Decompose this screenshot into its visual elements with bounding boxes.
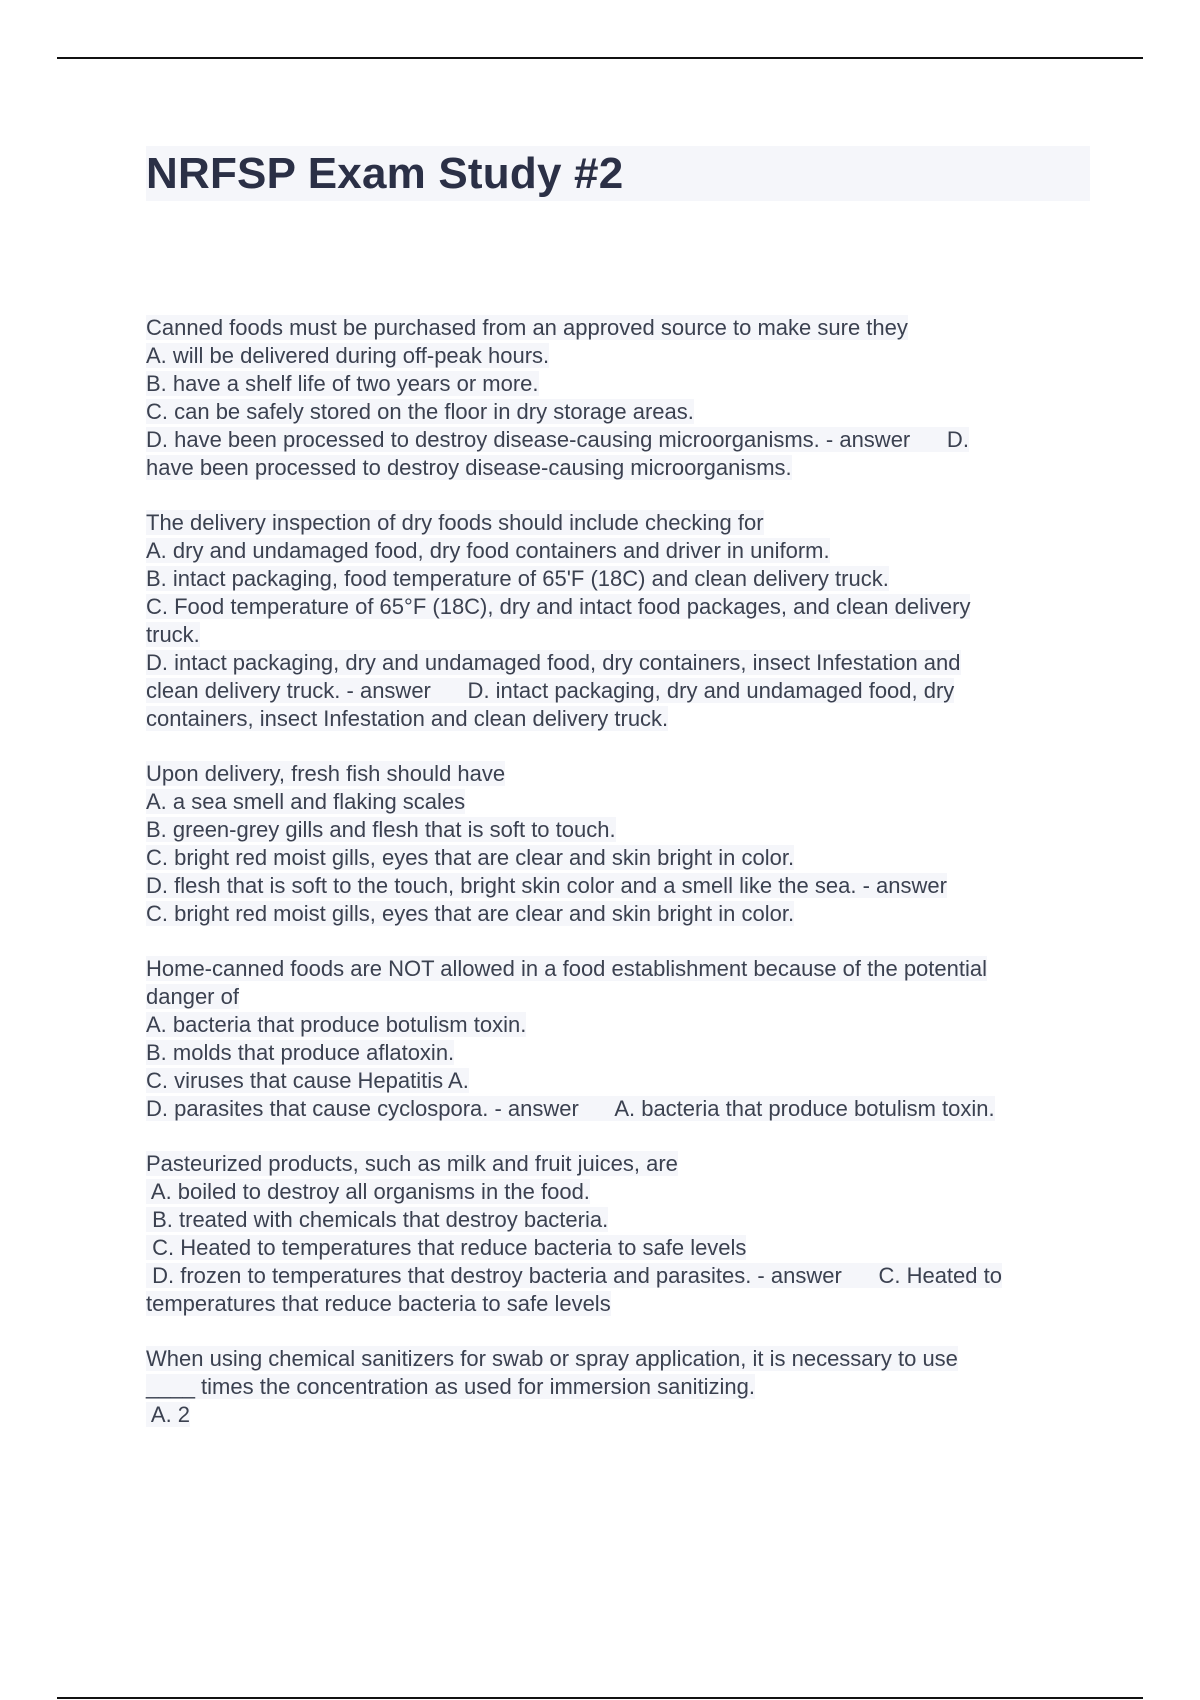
bottom-rule <box>57 1697 1143 1699</box>
question-text: When using chemical sanitizers for swab or spray application, it is necessary to use <box>146 1346 958 1371</box>
option-line: A. dry and undamaged food, dry food containers and driver in uniform. <box>146 538 830 563</box>
question-block-2 <box>146 509 1096 733</box>
question-block-5 <box>146 1150 1096 1318</box>
answer-line: D. flesh that is soft to the touch, bright skin color and a smell like the sea. - answer <box>146 873 947 898</box>
answer-line: D. frozen to temperatures that destroy bacteria and parasites. - answer C. Heated to <box>146 1263 1002 1288</box>
option-line: A. a sea smell and flaking scales <box>146 789 466 814</box>
question-block-6 <box>146 1345 1096 1429</box>
question-text: ____ times the concentration as used for immersion sanitizing. <box>146 1374 755 1399</box>
option-line: A. will be delivered during off-peak hours. <box>146 343 550 368</box>
question-block-4 <box>146 955 1096 1123</box>
option-line: A. boiled to destroy all organisms in the food. <box>146 1179 590 1204</box>
page-title: NRFSP Exam Study #2 <box>146 146 1090 201</box>
answer-line: containers, insect Infestation and clean delivery truck. <box>146 706 669 731</box>
option-line: C. viruses that cause Hepatitis A. <box>146 1068 469 1093</box>
question-block-3 <box>146 760 1096 928</box>
option-line: B. have a shelf life of two years or more. <box>146 371 539 396</box>
question-block-1 <box>146 314 1096 482</box>
option-line: C. Heated to temperatures that reduce bacteria to safe levels <box>146 1235 747 1260</box>
option-line: B. intact packaging, food temperature of 65'F (18C) and clean delivery truck. <box>146 566 889 591</box>
question-text: Home-canned foods are NOT allowed in a food establishment because of the potential <box>146 956 987 981</box>
option-line: B. green-grey gills and flesh that is soft to touch. <box>146 817 616 842</box>
answer-line: D. parasites that cause cyclospora. - answer A. bacteria that produce botulism toxin. <box>146 1096 995 1121</box>
option-line: truck. <box>146 622 200 647</box>
answer-line: clean delivery truck. - answer D. intact packaging, dry and undamaged food, dry <box>146 678 955 703</box>
option-line: B. molds that produce aflatoxin. <box>146 1040 455 1065</box>
question-text: The delivery inspection of dry foods should include checking for <box>146 510 764 535</box>
option-line: C. bright red moist gills, eyes that are clear and skin bright in color. <box>146 845 795 870</box>
question-text: Upon delivery, fresh fish should have <box>146 761 506 786</box>
top-rule <box>57 57 1143 59</box>
option-line: D. intact packaging, dry and undamaged food, dry containers, insect Infestation and <box>146 650 961 675</box>
document-body <box>146 314 1096 1456</box>
question-text: Pasteurized products, such as milk and fruit juices, are <box>146 1151 678 1176</box>
question-text: danger of <box>146 984 239 1009</box>
option-line: C. can be safely stored on the floor in dry storage areas. <box>146 399 694 424</box>
option-line: B. treated with chemicals that destroy bacteria. <box>146 1207 609 1232</box>
option-line: A. 2 <box>146 1402 191 1427</box>
option-line: C. Food temperature of 65°F (18C), dry and intact food packages, and clean delivery <box>146 594 971 619</box>
answer-line: temperatures that reduce bacteria to safe levels <box>146 1291 611 1316</box>
option-line: A. bacteria that produce botulism toxin. <box>146 1012 527 1037</box>
answer-line: C. bright red moist gills, eyes that are clear and skin bright in color. <box>146 901 795 926</box>
answer-line: D. have been processed to destroy disease-causing microorganisms. - answer D. <box>146 427 969 452</box>
answer-line: have been processed to destroy disease-causing microorganisms. <box>146 455 792 480</box>
question-text: Canned foods must be purchased from an approved source to make sure they <box>146 315 908 340</box>
